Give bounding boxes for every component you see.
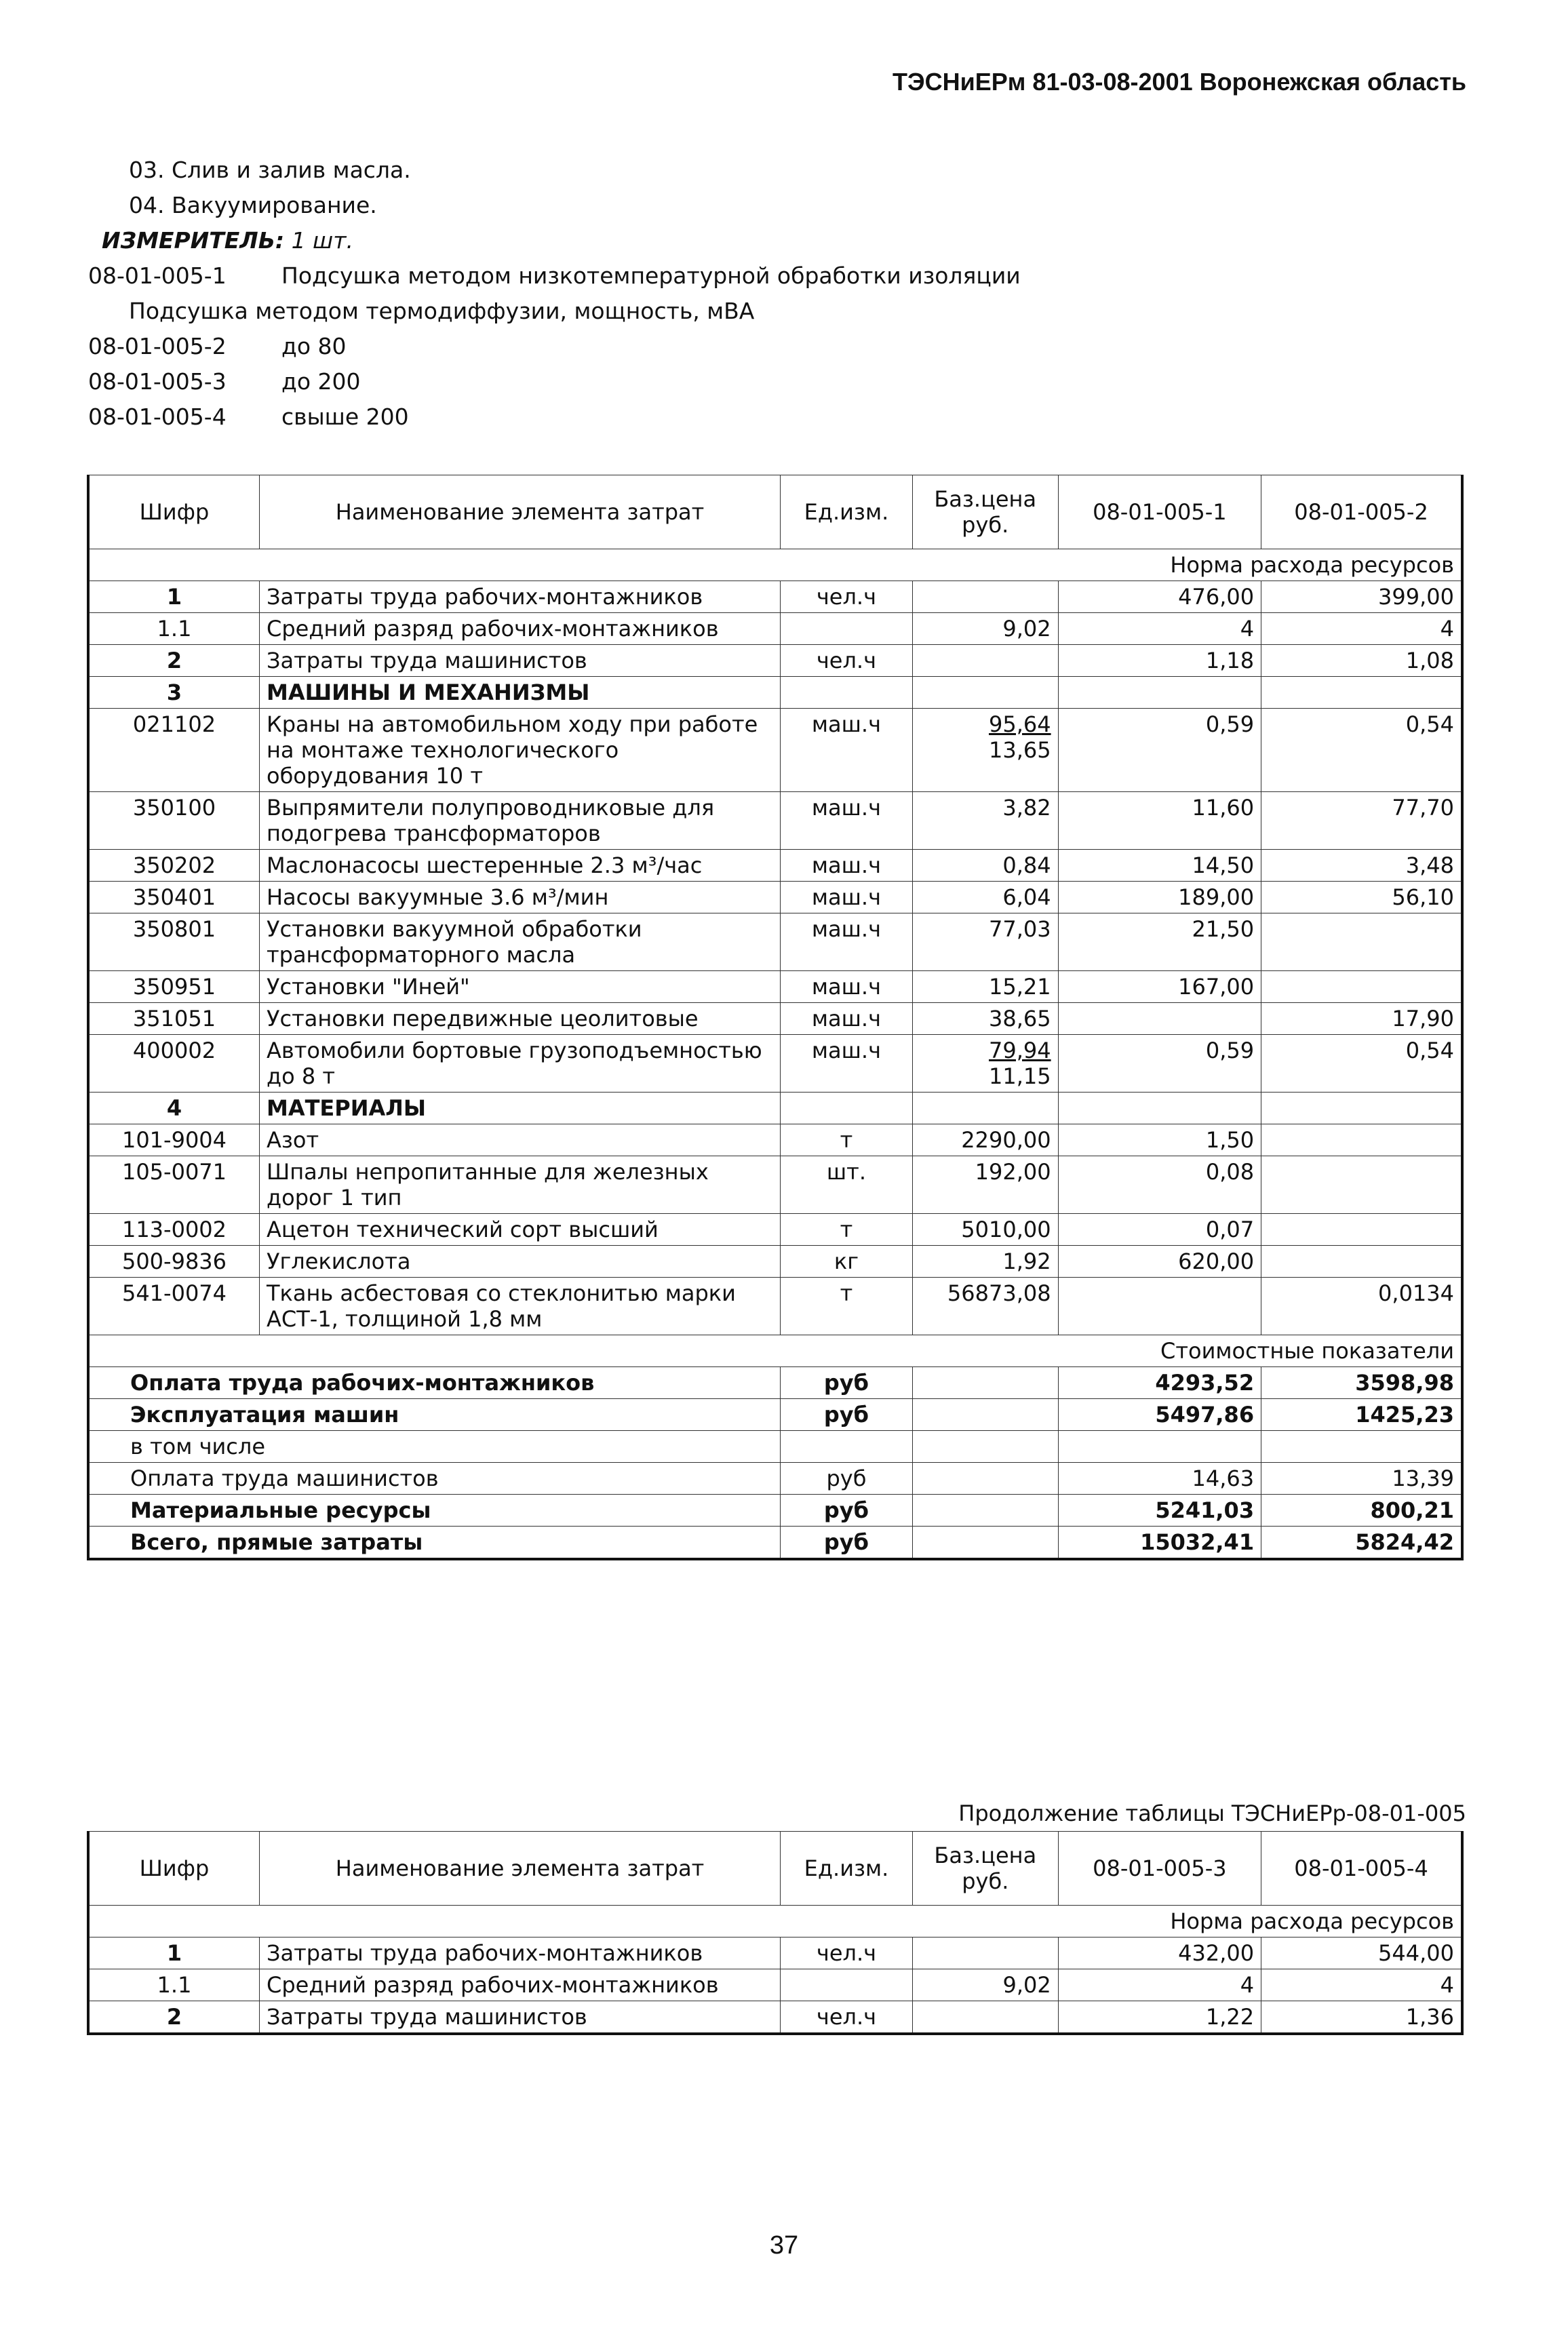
- cost-row: Оплата труда рабочих-монтажников руб 4293,52 3598,98: [88, 1367, 1462, 1399]
- table-row: 1 Затраты труда рабочих-монтажников чел.ч 476,00 399,00: [88, 581, 1462, 613]
- cost-row: в том числе: [88, 1431, 1462, 1463]
- table-row: 2 Затраты труда машинистов чел.ч 1,18 1,08: [88, 645, 1462, 677]
- machine-row: 350801 Установки вакуумной обработки трансформаторного масла маш.ч 77,03 21,50: [88, 913, 1462, 971]
- intro-item: 08-01-005-2 до 80: [88, 333, 347, 359]
- section-machines: 3 МАШИНЫ И МЕХАНИЗМЫ: [88, 677, 1462, 709]
- material-row: 500-9836 Углекислота кг 1,92 620,00: [88, 1246, 1462, 1278]
- table-row: 1 Затраты труда рабочих-монтажников чел.ч 432,00 544,00: [88, 1937, 1462, 1969]
- document-header: ТЭСНиЕРм 81-03-08-2001 Воронежская область: [893, 68, 1466, 96]
- material-row: 113-0002 Ацетон технический сорт высший т 5010,00 0,07: [88, 1214, 1462, 1246]
- machine-row: 350202 Маслонасосы шестеренные 2.3 м³/час маш.ч 0,84 14,50 3,48: [88, 850, 1462, 882]
- intro-item: 08-01-005-1 Подсушка методом низкотемпературной обработки изоляции: [88, 262, 1021, 289]
- intro-item: 08-01-005-4 свыше 200: [88, 404, 409, 430]
- table-row: 1.1 Средний разряд рабочих-монтажников 9,02 4 4: [88, 1969, 1462, 2001]
- machine-row: 021102 Краны на автомобильном ходу при работе на монтаже технологического оборудования 10 т маш.ч 95,64 13,65 0,59 0,54: [88, 709, 1462, 792]
- measure-label: ИЗМЕРИТЕЛЬ:: [102, 227, 285, 254]
- step-4: 04. Вакуумирование.: [129, 192, 377, 218]
- table-header: Шифр Наименование элемента затрат Ед.изм. Баз.цена руб. 08-01-005-1 08-01-005-2: [88, 475, 1462, 549]
- intro-block: [88, 153, 1021, 435]
- continuation-caption: Продолжение таблицы ТЭСНиЕРр-08-01-005: [958, 1801, 1466, 1826]
- material-row: 101-9004 Азот т 2290,00 1,50: [88, 1124, 1462, 1156]
- page-number: 37: [769, 2231, 799, 2260]
- table-row: 1.1 Средний разряд рабочих-монтажников 9,02 4 4: [88, 613, 1462, 645]
- resource-table-1: [87, 475, 1464, 1560]
- measure-value: 1 шт.: [291, 227, 353, 254]
- material-row: 105-0071 Шпалы непропитанные для железных дорог 1 тип шт. 192,00 0,08: [88, 1156, 1462, 1214]
- table-header: Шифр Наименование элемента затрат Ед.изм. Баз.цена руб. 08-01-005-3 08-01-005-4: [88, 1832, 1462, 1906]
- resource-table-2: [87, 1831, 1464, 2035]
- material-row: 541-0074 Ткань асбестовая со стеклонитью марки АСТ-1, толщиной 1,8 мм т 56873,08 0,0134: [88, 1278, 1462, 1335]
- machine-row: 350100 Выпрямители полупроводниковые для подогрева трансформаторов маш.ч 3,82 11,60 77,70: [88, 792, 1462, 850]
- machine-row: 350401 Насосы вакуумные 3.6 м³/мин маш.ч 6,04 189,00 56,10: [88, 882, 1462, 913]
- norm-label-row: Норма расхода ресурсов: [88, 549, 1462, 581]
- step-3: 03. Слив и залив масла.: [129, 157, 411, 183]
- machine-row: 400002 Автомобили бортовые грузоподъемностью до 8 т маш.ч 79,94 11,15 0,59 0,54: [88, 1035, 1462, 1093]
- machine-row: 350951 Установки "Иней" маш.ч 15,21 167,00: [88, 971, 1462, 1003]
- machine-row: 351051 Установки передвижные цеолитовые маш.ч 38,65 17,90: [88, 1003, 1462, 1035]
- cost-label-row: Стоимостные показатели: [88, 1335, 1462, 1367]
- intro-item: 08-01-005-3 до 200: [88, 368, 361, 395]
- intro-item: Подсушка методом термодиффузии, мощность, мВА: [129, 298, 755, 324]
- cost-row: Оплата труда машинистов руб 14,63 13,39: [88, 1463, 1462, 1495]
- cost-row: Материальные ресурсы руб 5241,03 800,21: [88, 1495, 1462, 1527]
- cost-row: Всего, прямые затраты руб 15032,41 5824,42: [88, 1527, 1462, 1560]
- table-row: 2 Затраты труда машинистов чел.ч 1,22 1,36: [88, 2001, 1462, 2034]
- cost-row: Эксплуатация машин руб 5497,86 1425,23: [88, 1399, 1462, 1431]
- measure-line: [88, 223, 1021, 258]
- norm-label-row: Норма расхода ресурсов: [88, 1906, 1462, 1937]
- section-materials: 4 МАТЕРИАЛЫ: [88, 1093, 1462, 1124]
